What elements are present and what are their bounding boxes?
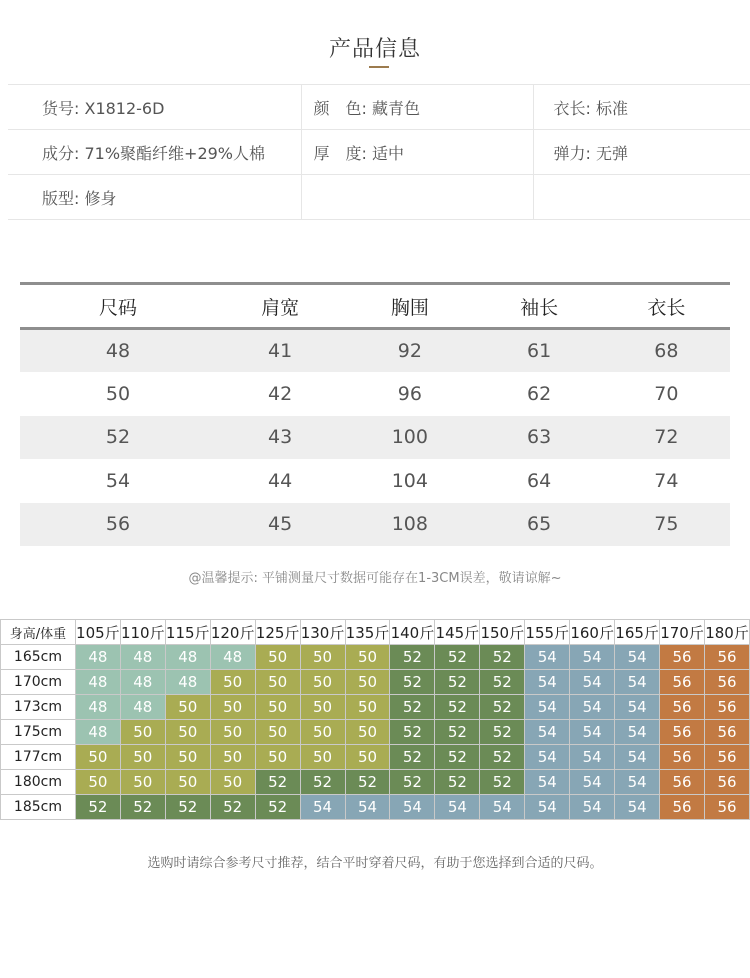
size-recommendation-cell: 50	[300, 695, 345, 720]
size-header-row	[20, 284, 730, 329]
size-recommendation-cell: 50	[255, 645, 300, 670]
height-row	[1, 645, 750, 670]
size-recommendation-cell: 54	[390, 795, 435, 820]
size-header: 胸围	[344, 284, 475, 329]
weight-header: 155斤	[525, 620, 570, 645]
size-recommendation-cell: 54	[570, 720, 615, 745]
size-recommendation-cell: 56	[705, 645, 750, 670]
height-row	[1, 795, 750, 820]
size-recommendation-cell: 52	[390, 770, 435, 795]
size-recommendation-cell: 52	[435, 770, 480, 795]
size-cell: 65	[527, 513, 552, 535]
size-recommendation-cell: 54	[615, 770, 660, 795]
size-recommendation-cell: 54	[570, 695, 615, 720]
size-recommendation-cell: 52	[390, 670, 435, 695]
weight-header: 170斤	[660, 620, 705, 645]
size-recommendation-cell: 54	[480, 795, 525, 820]
size-recommendation-cell: 50	[120, 745, 165, 770]
info-cell	[533, 175, 750, 220]
size-recommendation-cell: 52	[255, 770, 300, 795]
size-recommendation-cell: 48	[210, 645, 255, 670]
height-row	[1, 745, 750, 770]
size-header: 肩宽	[216, 284, 344, 329]
weight-header: 120斤	[210, 620, 255, 645]
size-recommendation-cell: 50	[120, 720, 165, 745]
size-recommendation-cell: 50	[255, 695, 300, 720]
size-recommendation-cell: 56	[660, 670, 705, 695]
size-recommendation-cell: 50	[210, 670, 255, 695]
size-cell: 68	[654, 339, 679, 362]
size-cell: 54	[105, 469, 131, 492]
size-recommendation-cell: 54	[300, 795, 345, 820]
info-cell: 弹力: 无弹	[533, 130, 750, 175]
size-cell: 56	[105, 513, 131, 535]
size-recommendation-cell: 52	[75, 795, 120, 820]
weight-header: 110斤	[120, 620, 165, 645]
size-recommendation-cell: 52	[345, 770, 390, 795]
size-recommendation-cell: 50	[345, 745, 390, 770]
size-recommendation-cell: 52	[435, 645, 480, 670]
size-recommendation-cell: 48	[75, 670, 120, 695]
size-recommendation-cell: 54	[615, 670, 660, 695]
page-title: 产品信息	[328, 37, 421, 62]
size-header: 尺码	[20, 284, 216, 329]
size-recommendation-cell: 54	[570, 645, 615, 670]
size-recommendation-cell: 52	[165, 795, 210, 820]
info-cell: 厚 度: 适中	[301, 130, 533, 175]
size-recommendation-cell: 54	[525, 745, 570, 770]
weight-header: 150斤	[480, 620, 525, 645]
size-recommendation-cell: 54	[615, 645, 660, 670]
size-recommendation-cell: 48	[165, 670, 210, 695]
height-label: 170cm	[1, 670, 76, 695]
size-recommendation-cell: 54	[525, 695, 570, 720]
size-recommendation-cell: 50	[255, 670, 300, 695]
weight-header: 115斤	[165, 620, 210, 645]
size-recommendation-cell: 48	[120, 670, 165, 695]
size-recommendation-cell: 48	[75, 645, 120, 670]
size-recommendation-cell: 54	[525, 670, 570, 695]
height-weight-table	[0, 619, 750, 820]
size-recommendation-cell: 50	[345, 670, 390, 695]
size-recommendation-cell: 56	[660, 695, 705, 720]
size-recommendation-cell: 52	[390, 645, 435, 670]
size-recommendation-cell: 54	[615, 720, 660, 745]
size-recommendation-cell: 50	[300, 720, 345, 745]
weight-header: 165斤	[615, 620, 660, 645]
size-recommendation-cell: 50	[210, 695, 255, 720]
size-cell: 92	[397, 339, 422, 362]
size-cell: 63	[527, 426, 552, 448]
size-recommendation-cell: 56	[705, 670, 750, 695]
size-header: 衣长	[603, 284, 730, 329]
product-info-table	[8, 84, 750, 220]
height-row	[1, 670, 750, 695]
size-row	[20, 503, 730, 546]
size-recommendation-cell: 50	[345, 720, 390, 745]
size-cell: 64	[527, 469, 552, 492]
weight-header-row	[1, 620, 750, 645]
size-recommendation-cell: 50	[300, 645, 345, 670]
height-label: 180cm	[1, 770, 76, 795]
size-recommendation-cell: 50	[210, 745, 255, 770]
size-cell: 72	[654, 426, 679, 448]
size-row	[20, 459, 730, 503]
size-cell: 48	[105, 339, 131, 362]
size-recommendation-cell: 52	[435, 720, 480, 745]
info-cell: 颜 色: 藏青色	[301, 85, 533, 130]
size-cell: 74	[654, 469, 679, 492]
size-recommendation-cell: 54	[615, 795, 660, 820]
size-recommendation-cell: 52	[300, 770, 345, 795]
size-recommendation-cell: 48	[75, 695, 120, 720]
info-cell: 衣长: 标准	[533, 85, 750, 130]
size-recommendation-cell: 52	[435, 695, 480, 720]
size-recommendation-cell: 52	[390, 720, 435, 745]
size-cell: 62	[527, 382, 552, 405]
size-recommendation-cell: 54	[570, 770, 615, 795]
size-recommendation-cell: 52	[480, 770, 525, 795]
size-recommendation-cell: 54	[570, 795, 615, 820]
size-recommendation-cell: 54	[570, 745, 615, 770]
size-recommendation-cell: 54	[615, 745, 660, 770]
size-cell: 44	[268, 469, 293, 492]
height-row	[1, 695, 750, 720]
info-row	[8, 85, 750, 130]
size-cell: 45	[268, 513, 293, 535]
size-recommendation-cell: 50	[210, 770, 255, 795]
size-recommendation-cell: 56	[705, 695, 750, 720]
measurement-tip: @温馨提示: 平铺测量尺寸数据可能存在1-3CM误差，敬请谅解~	[188, 571, 562, 586]
height-label: 173cm	[1, 695, 76, 720]
size-cell: 75	[654, 513, 679, 535]
size-cell: 42	[268, 382, 293, 405]
size-recommendation-cell: 52	[210, 795, 255, 820]
size-recommendation-cell: 56	[660, 645, 705, 670]
size-recommendation-cell: 56	[705, 770, 750, 795]
height-label: 175cm	[1, 720, 76, 745]
size-recommendation-cell: 50	[255, 745, 300, 770]
size-recommendation-cell: 48	[120, 645, 165, 670]
size-recommendation-cell: 52	[255, 795, 300, 820]
size-recommendation-cell: 50	[300, 670, 345, 695]
size-recommendation-cell: 50	[210, 720, 255, 745]
size-cell: 50	[105, 382, 131, 405]
size-recommendation-cell: 52	[435, 745, 480, 770]
weight-header: 125斤	[255, 620, 300, 645]
size-recommendation-cell: 54	[345, 795, 390, 820]
size-chart-table	[20, 282, 730, 546]
weight-header: 140斤	[390, 620, 435, 645]
info-cell: 成分: 71%聚酯纤维+29%人棉	[8, 130, 301, 175]
weight-header: 130斤	[300, 620, 345, 645]
size-recommendation-cell: 50	[300, 745, 345, 770]
size-cell: 52	[105, 426, 131, 448]
size-recommendation-cell: 52	[390, 745, 435, 770]
size-recommendation-cell: 48	[120, 695, 165, 720]
size-recommendation-cell: 52	[480, 645, 525, 670]
size-recommendation-cell: 52	[480, 695, 525, 720]
size-cell: 61	[527, 339, 552, 362]
size-recommendation-cell: 54	[525, 720, 570, 745]
size-recommendation-cell: 52	[480, 670, 525, 695]
size-recommendation-cell: 52	[480, 720, 525, 745]
size-recommendation-cell: 56	[660, 745, 705, 770]
size-recommendation-cell: 50	[75, 745, 120, 770]
height-label: 165cm	[1, 645, 76, 670]
weight-header: 105斤	[75, 620, 120, 645]
height-label: 177cm	[1, 745, 76, 770]
size-recommendation-cell: 50	[165, 695, 210, 720]
height-label: 185cm	[1, 795, 76, 820]
footer-note: 选购时请综合参考尺寸推荐，结合平时穿着尺码，有助于您选择到合适的尺码。	[147, 856, 603, 871]
size-recommendation-cell: 50	[255, 720, 300, 745]
size-recommendation-cell: 56	[705, 720, 750, 745]
weight-header: 180斤	[705, 620, 750, 645]
info-cell: 货号: X1812-6D	[8, 85, 301, 130]
weight-header: 145斤	[435, 620, 480, 645]
size-row	[20, 416, 730, 459]
size-recommendation-cell: 50	[165, 770, 210, 795]
info-cell	[301, 175, 533, 220]
size-recommendation-cell: 52	[120, 795, 165, 820]
size-recommendation-cell: 54	[435, 795, 480, 820]
size-recommendation-cell: 50	[165, 720, 210, 745]
size-recommendation-cell: 50	[120, 770, 165, 795]
info-cell: 版型: 修身	[8, 175, 301, 220]
info-row	[8, 130, 750, 175]
size-recommendation-cell: 56	[705, 745, 750, 770]
size-cell: 70	[654, 382, 679, 405]
size-recommendation-cell: 50	[345, 645, 390, 670]
size-cell: 100	[391, 426, 428, 448]
size-recommendation-cell: 50	[165, 745, 210, 770]
height-row	[1, 770, 750, 795]
size-recommendation-cell: 48	[75, 720, 120, 745]
size-row	[20, 329, 730, 372]
weight-header: 160斤	[570, 620, 615, 645]
size-recommendation-cell: 56	[660, 795, 705, 820]
size-cell: 108	[391, 513, 428, 535]
size-recommendation-cell: 50	[75, 770, 120, 795]
size-recommendation-cell: 56	[705, 795, 750, 820]
height-row	[1, 720, 750, 745]
size-cell: 41	[268, 339, 293, 362]
size-recommendation-cell: 52	[390, 695, 435, 720]
info-row	[8, 175, 750, 220]
weight-header: 135斤	[345, 620, 390, 645]
size-row	[20, 372, 730, 416]
size-recommendation-cell: 54	[615, 695, 660, 720]
size-recommendation-cell: 56	[660, 720, 705, 745]
corner-label: 身高/体重	[1, 620, 76, 645]
size-header: 袖长	[476, 284, 603, 329]
size-recommendation-cell: 52	[480, 745, 525, 770]
title-underline	[369, 66, 389, 68]
size-cell: 96	[397, 382, 422, 405]
size-recommendation-cell: 52	[435, 670, 480, 695]
size-recommendation-cell: 56	[660, 770, 705, 795]
size-recommendation-cell: 54	[525, 645, 570, 670]
size-cell: 104	[391, 469, 428, 492]
size-cell: 43	[268, 426, 293, 448]
size-recommendation-cell: 54	[525, 770, 570, 795]
size-recommendation-cell: 54	[570, 670, 615, 695]
size-recommendation-cell: 54	[525, 795, 570, 820]
size-recommendation-cell: 50	[345, 695, 390, 720]
size-recommendation-cell: 48	[165, 645, 210, 670]
